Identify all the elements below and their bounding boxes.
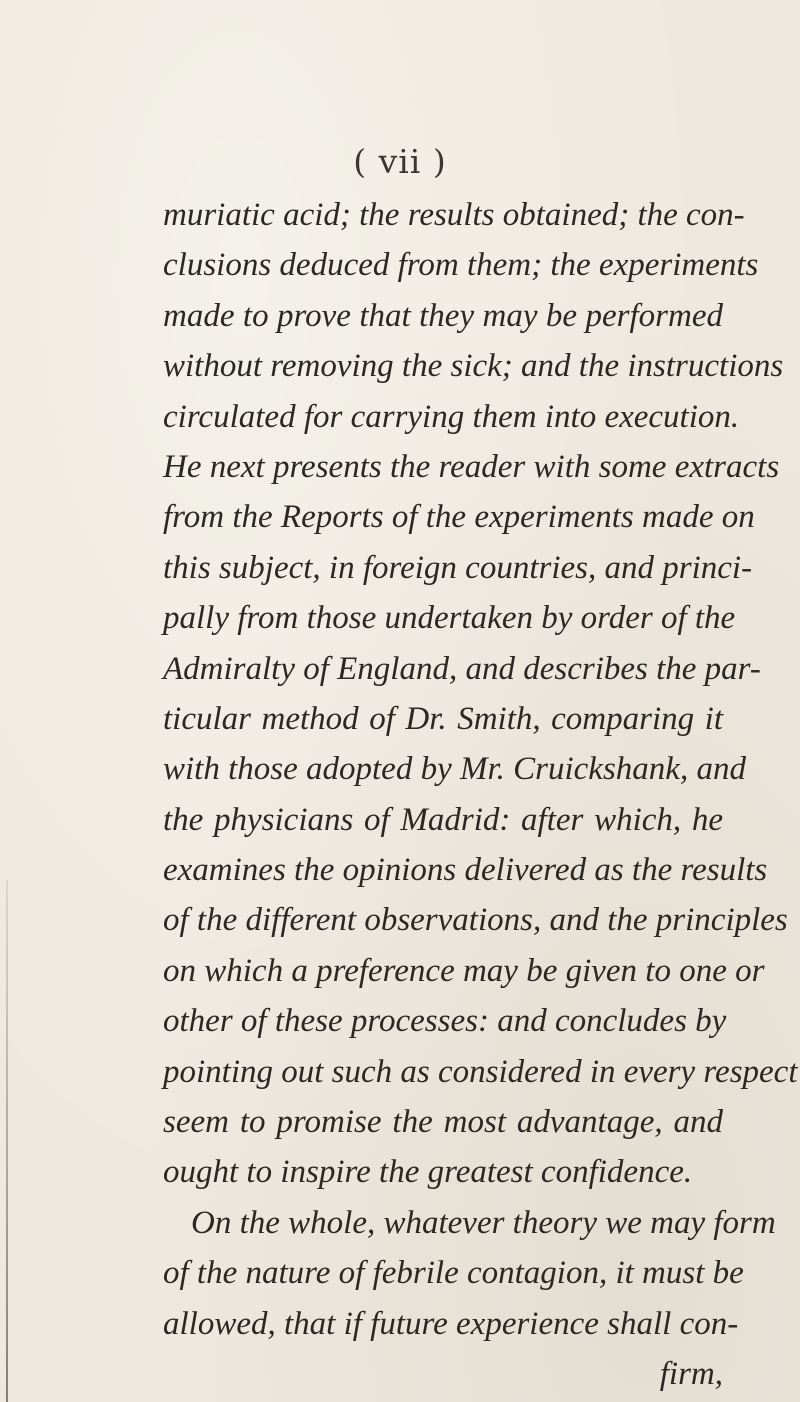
text-line: this subject, in foreign countries, and princi- bbox=[163, 549, 753, 586]
text-line: seem to promise the most advantage, and bbox=[163, 1104, 723, 1141]
text-line: circulated for carrying them into execution. bbox=[163, 398, 740, 435]
text-line: He next presents the reader with some extracts bbox=[163, 448, 780, 485]
text-line: allowed, that if future experience shall con- bbox=[163, 1305, 739, 1342]
text-line: on which a preference may be given to one or bbox=[163, 952, 765, 989]
text-line: ticular method of Dr. Smith, comparing it bbox=[163, 700, 723, 737]
body-text bbox=[163, 190, 798, 1399]
text-line: made to prove that they may be performed bbox=[163, 297, 723, 334]
text-line: clusions deduced from them; the experiments bbox=[163, 247, 759, 284]
text-line: On the whole, whatever theory we may form bbox=[191, 1204, 776, 1241]
text-line: of the different observations, and the principles bbox=[163, 902, 788, 939]
text-line: Admiralty of England, and describes the par- bbox=[163, 650, 761, 687]
text-line: pally from those undertaken by order of the bbox=[163, 600, 736, 637]
catchword: firm, bbox=[659, 1355, 723, 1392]
text-line: ought to inspire the greatest confidence. bbox=[163, 1154, 693, 1191]
text-line: muriatic acid; the results obtained; the con- bbox=[163, 197, 745, 233]
page-edge-shadow bbox=[6, 880, 8, 1402]
text-line: pointing out such as considered in every respect bbox=[163, 1053, 798, 1090]
text-line: the physicians of Madrid: after which, he bbox=[163, 801, 723, 838]
text-line: of the nature of febrile contagion, it must be bbox=[163, 1255, 744, 1292]
text-line: other of these processes: and concludes by bbox=[163, 1003, 727, 1040]
text-line: from the Reports of the experiments made on bbox=[163, 499, 755, 536]
page-number: ( vii ) bbox=[353, 142, 447, 181]
text-line: examines the opinions delivered as the results bbox=[163, 852, 768, 889]
text-line: with those adopted by Mr. Cruickshank, and bbox=[163, 751, 746, 788]
text-line: without removing the sick; and the instructions bbox=[163, 348, 784, 385]
